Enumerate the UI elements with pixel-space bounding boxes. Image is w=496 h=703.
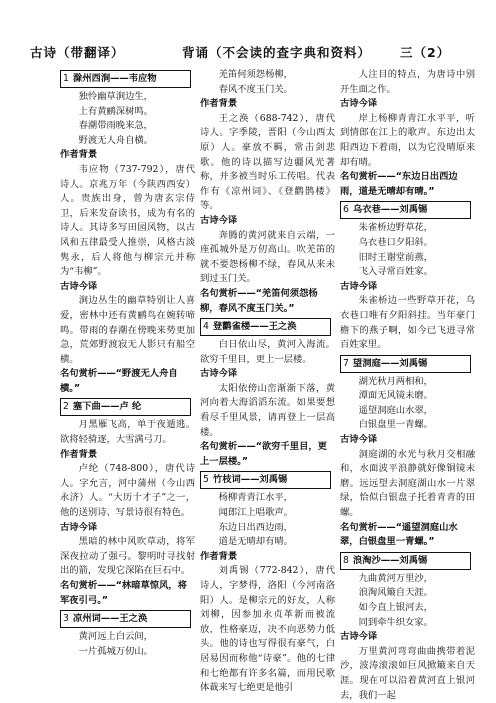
poem-line: 春风不度玉门关。 bbox=[218, 83, 293, 95]
section-heading: 作者背景 bbox=[200, 98, 238, 110]
poem-line: 浪淘风簸自天涯。 bbox=[358, 587, 433, 599]
paragraph: 涧边丛生的幽草特别让人喜爱，密林中还有黄鹂鸟在婉转啼鸣。带雨的春潮在傍晚来势更加急，荒郊野渡寂无人影只有船空横。 bbox=[60, 295, 195, 365]
title-part-2: 背诵（不会读的查字典和资料） bbox=[182, 45, 372, 60]
poem-line: 杨柳青青江水平， bbox=[218, 492, 293, 504]
poem-title-text: 浪淘沙——刘禹锡 bbox=[352, 554, 428, 566]
column-1 bbox=[60, 68, 195, 659]
poem-line: 遥望洞庭山水翠， bbox=[358, 404, 433, 416]
famous-line-note: 名句赏析——“野渡无人舟自横。” bbox=[60, 368, 178, 394]
paragraph: 奔腾的黄河就来自云端，一座孤城外是万仞高山。吹羌笛的就不要怨杨柳不绿，春风从来未到过玉门关。 bbox=[200, 229, 335, 285]
poem-title-text: 望洞庭——刘禹锡 bbox=[352, 357, 428, 369]
poem-title-text: 滁州西涧——韦应物 bbox=[72, 73, 157, 84]
poem-number: 1 bbox=[63, 73, 69, 84]
paragraph: 太阳依傍山峦渐渐下落，黄河向着大海滔滔东流。如果要想看尽千里风景，请再登上一层高楼。 bbox=[200, 382, 335, 438]
poem-line: 白银盘里一青螺。 bbox=[358, 419, 433, 431]
poem-line: 朱雀桥边野草花， bbox=[358, 222, 433, 234]
section-heading: 古诗今译 bbox=[340, 434, 378, 446]
poem-number: 4 bbox=[203, 321, 209, 333]
poem-line: 闻郎江上唱歌声。 bbox=[218, 507, 293, 519]
poem-line: 九曲黄河万里沙， bbox=[358, 572, 433, 584]
title-part-3: 三（2） bbox=[400, 45, 451, 60]
section-heading: 古诗今译 bbox=[60, 521, 98, 533]
poem-title-text: 凉州词——王之涣 bbox=[72, 613, 148, 625]
poem-line: 上有黄鹂深树鸣。 bbox=[78, 105, 153, 117]
poem-line: 羌笛何须怨杨柳， bbox=[218, 69, 293, 80]
poem-title-box bbox=[340, 355, 471, 373]
paragraph: 卢纶（748-800），唐代诗人。字允言，河中蒲州（今山西永济）人。“大历十才子”之一，他的送别诗、写景诗很有特色。 bbox=[60, 463, 195, 519]
poem-line: 春潮带雨晚来急， bbox=[78, 120, 153, 132]
section-heading: 作者背景 bbox=[60, 149, 98, 161]
page-title bbox=[30, 43, 470, 65]
paragraph: 刘禹锡（772-842），唐代诗人，字梦得，洛阳（今河南洛阳）人。是柳宗元的好友，人称刘柳，因参加永贞革新而被流放，性格豪迈，决不向恶势力低头。他的诗也写得很有豪气，白居易因而称他“诗豪”。他的七律和七绝都有许多名篇，而用民歌体裁来写七绝更是他引 bbox=[200, 565, 335, 694]
section-heading: 古诗今译 bbox=[200, 368, 238, 380]
poem-title-box bbox=[340, 552, 471, 570]
column-2 bbox=[200, 68, 335, 696]
title-part-1: 古诗（带翻译） bbox=[30, 45, 125, 60]
poem-line: 湖光秋月两相和， bbox=[358, 375, 433, 387]
poem-line: 东边日出西边雨， bbox=[218, 521, 293, 533]
poem-line: 一片孤城万仞山。 bbox=[78, 645, 153, 657]
section-heading: 古诗今译 bbox=[340, 631, 378, 643]
famous-line-note: 名句赏析——“羌笛何须怨杨柳，春风不度玉门关。” bbox=[200, 287, 318, 314]
poem-line: 旧时王谢堂前燕， bbox=[358, 251, 433, 263]
poem-number: 7 bbox=[343, 357, 349, 369]
poem-line: 乌衣巷口夕阳斜。 bbox=[358, 236, 433, 248]
poem-line: 同到牵牛织女家。 bbox=[358, 616, 433, 628]
poem-title-box bbox=[340, 201, 471, 219]
section-heading: 古诗今译 bbox=[340, 280, 378, 292]
paragraph: 朱雀桥边一些野草开花，乌衣巷口唯有夕阳斜挂。当年豪门檐下的燕子啊，如今已飞进寻常百姓家里。 bbox=[340, 295, 475, 351]
famous-line-note: 名句赏析——“林暗草惊风，将军夜引弓。” bbox=[60, 580, 187, 606]
poem-number: 5 bbox=[203, 474, 209, 486]
section-heading: 古诗今译 bbox=[200, 214, 238, 226]
poem-title-box bbox=[200, 318, 331, 336]
poem-line: 如今直上银河去， bbox=[358, 602, 433, 613]
poem-number: 8 bbox=[343, 554, 349, 566]
poem-title-text: 塞下曲——卢 纶 bbox=[72, 401, 142, 413]
poem-number: 6 bbox=[343, 204, 349, 216]
section-heading: 作者背景 bbox=[60, 448, 98, 460]
paragraph: 岸上杨柳青青江水平平，听到情郎在江上的歌声。东边出太阳西边下着雨，以为它没晴原来却有晴。 bbox=[340, 112, 475, 168]
poem-line: 野渡无人舟自横。 bbox=[78, 134, 153, 146]
section-heading: 古诗今译 bbox=[340, 98, 378, 110]
poem-title-box bbox=[200, 471, 331, 489]
poem-title-text: 登鹳雀楼——王之涣 bbox=[212, 321, 297, 333]
famous-line-note: 名句赏析——“东边日出西边雨，道是无晴却有晴。” bbox=[340, 171, 458, 197]
paragraph: 人注目的特点，为唐诗中别开生面之作。 bbox=[340, 69, 475, 95]
section-heading: 古诗今译 bbox=[60, 280, 98, 292]
paragraph: 王之涣（688-742），唐代诗人。字季陵，晋阳（今山西太原）人。豪放不羁，常击剑悲歌。他的诗以描写边疆风光著称，并多被当时乐工传唱。代表作有《凉州词》、《登鹳鹊楼》等。 bbox=[200, 112, 335, 212]
column-3 bbox=[340, 68, 475, 703]
section-heading: 作者背景 bbox=[200, 550, 238, 562]
paragraph: 洞庭湖的水光与秋月交相融和，水面波平浪静就好像铜镜未磨。远远望去洞庭湖山水一片翠绿，恰似白银盘子托着青青的田螺。 bbox=[340, 448, 475, 519]
paragraph: 万里黄河弯弯曲曲携带着泥沙，波涛滚滚如巨风掀簸来自天涯。现在可以沿着黄河直上银河去，我们一起 bbox=[340, 645, 475, 701]
poem-line: 道是无晴却有晴。 bbox=[218, 536, 293, 548]
poem-line: 黄河远上白云间， bbox=[78, 631, 153, 643]
paragraph: 韦应物（737-792），唐代诗人。京兆万年（今陕西西安）人。贵族出身，曾为唐玄宗侍卫，后来发奋读书，成为有名的诗人。其诗多写田园风物，以古风和五律最受人推崇，风格古淡隽永，后人将他与柳宗元并称为“韦柳”。 bbox=[60, 163, 195, 278]
poem-number: 3 bbox=[63, 613, 69, 625]
paragraph: 月黑雁飞高，单于夜遁逃。欲将轻骑逐，大雪满弓刀。 bbox=[60, 419, 195, 446]
poem-line: 独怜幽草涧边生， bbox=[78, 91, 153, 102]
poem-line: 潭面无风镜未磨。 bbox=[358, 390, 433, 402]
poem-title-box bbox=[60, 398, 191, 416]
poem-title-box bbox=[60, 70, 191, 88]
poem-title-text: 竹枝词——刘禹锡 bbox=[212, 474, 288, 486]
poem-title-text: 乌衣巷——刘禹锡 bbox=[352, 204, 428, 216]
famous-line-note: 名句赏析——“欲穷千里目，更上一层楼。” bbox=[200, 441, 327, 467]
famous-line-note: 名句赏析——“遥望洞庭山水翠，白银盘里一青螺。” bbox=[340, 521, 458, 548]
poem-number: 2 bbox=[63, 401, 69, 413]
paragraph: 黑暗的林中风吹草动，将军深夜拉动了强弓。黎明时寻找射出的箭，发现它深陷在巨石中。 bbox=[60, 536, 195, 577]
poem-title-box bbox=[60, 610, 191, 628]
poem-line: 飞入寻常百姓家。 bbox=[358, 266, 433, 278]
paragraph: 白日依山尽，黄河入海流。欲穷千里目，更上一层楼。 bbox=[200, 339, 335, 365]
